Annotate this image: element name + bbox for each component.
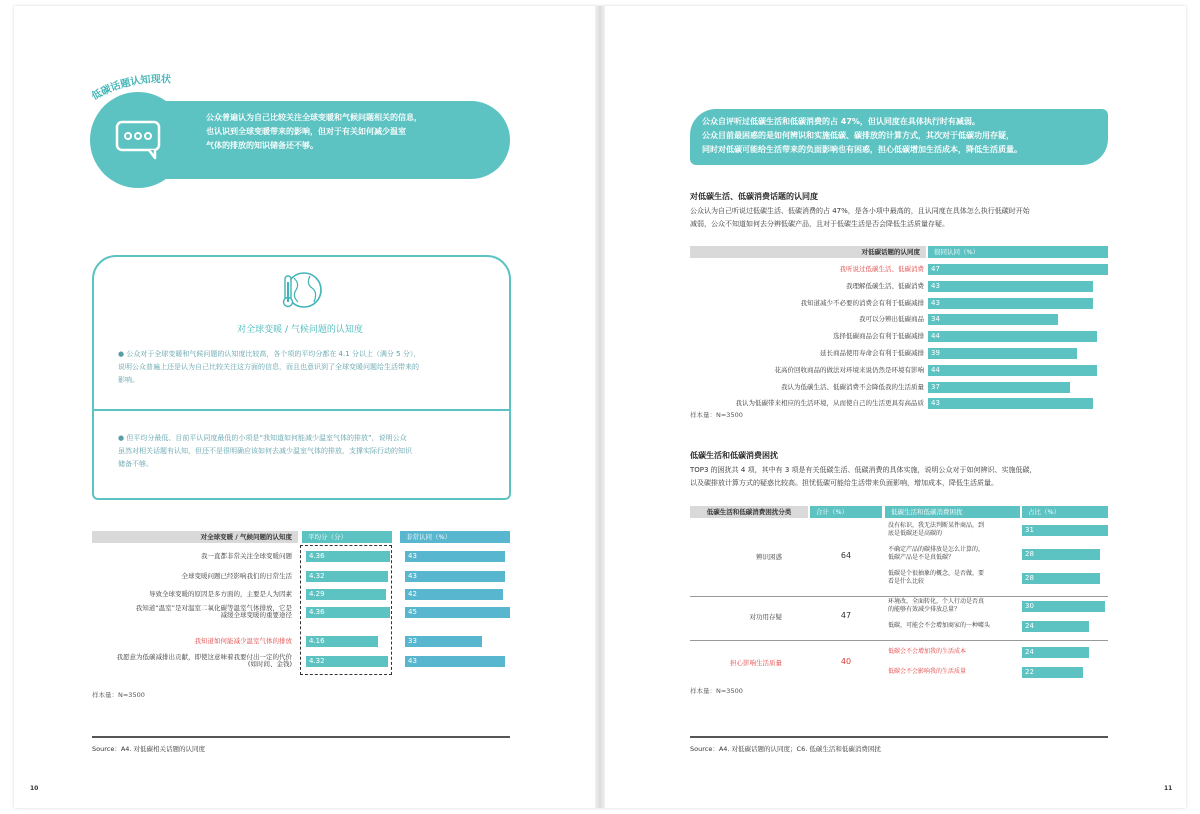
- left-row-pct-bar: 45: [405, 607, 510, 618]
- left-table-header-label: 对全球变暖 / 气候问题的认知度: [92, 531, 298, 543]
- left-callout-line: 也认识到全球变暖带来的影响，但对于有关如何减少温室: [206, 127, 406, 136]
- left-row-label-line: 我愿意为低碳减排出贡献，即使这意味着我要付出一定的代价: [116, 653, 292, 661]
- right-table1-row-label: 我理解低碳生活、低碳消费: [846, 281, 924, 290]
- left-table-header-avg: 平均分（分）: [302, 531, 392, 543]
- right-table1-bar: 43: [928, 398, 1093, 409]
- bullet-line: ● 公众对于全球变暖和气候问题的认知度比较高，各个项的平均分都在 4.1 分以上（满分 5 分），: [118, 350, 421, 358]
- bullet-line: 储备不够。: [118, 460, 153, 468]
- left-callout: [160, 101, 510, 179]
- right-section1-title: 对低碳生活、低碳消费话题的认同度: [690, 192, 818, 201]
- right-table2-item-line: 不确定产品的碳排放是怎么计算的，: [888, 546, 985, 553]
- right-table2-item-line: 没有标识，我无法判断某件商品，到: [888, 522, 985, 529]
- left-callout-line: 公众普遍认为自己比较关注全球变暖和气候问题相关的信息，: [206, 113, 422, 122]
- right-table2-item-text: [888, 522, 1020, 538]
- body-line: TOP3 的困扰共 4 项，其中有 3 项是有关低碳生活、低碳消费的具体实施，说明公众对于如何辨识、实施低碳，: [690, 466, 1037, 474]
- right-table1-bar: 47: [928, 264, 1108, 275]
- right-table2-header-share: 占比（%）: [1022, 506, 1108, 518]
- right-table2-total: 40: [840, 657, 852, 666]
- left-row-label-line: 我一直都非常关注全球变暖问题: [201, 552, 292, 560]
- left-row-pct-bar: 42: [405, 589, 503, 600]
- right-table2-category: 辨识困惑: [756, 553, 782, 561]
- right-table2-bar: 24: [1022, 647, 1089, 658]
- body-line: 以及碳排放计算方式的疑惑比较高。担忧低碳可能给生活带来负面影响，增加成本，降低生活质量。: [690, 479, 998, 487]
- awareness-box-title: 对全球变暖 / 气候问题的认知度: [237, 325, 363, 335]
- left-table-header-pct: 非常认同（%）: [400, 531, 510, 543]
- right-table2-header-detail: 低碳生活和低碳消费困扰: [885, 506, 1020, 518]
- right-table2-item-text: [888, 546, 1020, 562]
- right-callout: [690, 109, 1108, 165]
- right-callout-line: 公众自评听过低碳生活和低碳消费的占 47%，但认同度在具体执行时有减弱。: [702, 117, 980, 126]
- right-table2-item-line: 低碳，可能会不会增加商家的一种噱头: [888, 622, 991, 629]
- right-table1-bar: 43: [928, 281, 1093, 292]
- right-table2-item-text: [888, 622, 1020, 630]
- right-table2-bar: 22: [1022, 667, 1083, 678]
- right-table2-item-line: 低碳是个很抽象的概念，是否做，要: [888, 570, 985, 577]
- right-table2-item-line: 低碳会不会影响我的生活质量: [888, 668, 967, 675]
- left-row-avg-bar: 4.32: [306, 656, 388, 667]
- right-table2-category: 对功用存疑: [749, 613, 782, 621]
- right-table2-item-line: 的能够有效减少排放总量？: [888, 606, 961, 613]
- left-row-label: [92, 654, 292, 668]
- right-section2-title: 低碳生活和低碳消费困扰: [690, 451, 778, 460]
- right-table1-row-label: 我认为低碳带来相应的生活环境，从而使自己的生活更具有高品质: [735, 399, 924, 408]
- page-number-left: 10: [30, 785, 39, 792]
- left-row-label: [92, 573, 292, 580]
- left-row-avg-bar: 4.32: [306, 571, 388, 582]
- right-table2-item-text: [888, 598, 1020, 614]
- left-row-avg-bar: 4.16: [306, 636, 378, 647]
- left-row-label: [92, 638, 292, 645]
- right-table2-bar: 28: [1022, 549, 1100, 560]
- left-row-label-line: 全球变暖问题已经影响我们的日常生活: [181, 572, 292, 580]
- right-table1-header-pct: 很同认同（%）: [928, 246, 1108, 258]
- right-callout-line: 公众目前最困惑的是如何辨识和实施低碳、碳排放的计算方式，其次对于低碳功用存疑，: [702, 131, 1014, 140]
- body-line: 公众认为自己听说过低碳生活、低碳消费的占 47%，是各小项中最高的，且认同度在具体怎么执行低碳时开始: [690, 207, 1030, 215]
- left-row-label-line: 导致全球变暖的原因是多方面的，主要是人为因素: [149, 590, 292, 598]
- right-table2-item-line: 低碳会不会增加我的生活成本: [888, 648, 967, 655]
- left-row-avg-bar: 4.36: [306, 607, 390, 618]
- right-table1-bar: 39: [928, 348, 1077, 359]
- left-row-label: [92, 553, 292, 560]
- awareness-bullet-1: [118, 348, 498, 387]
- page-number-right: 11: [1164, 785, 1173, 792]
- left-row-label-line: (如时间、金钱): [247, 660, 292, 668]
- right-table2-bar: 24: [1022, 621, 1089, 632]
- body-line: 减弱，公众不知道如何去分辨低碳产品，且对于低碳生活是否会降低生活质量存疑。: [690, 220, 949, 228]
- left-row-pct-bar: 43: [405, 656, 505, 667]
- right-table2-bar: 30: [1022, 601, 1105, 612]
- bullet-line: 虽然对相关话题有认知，但还不是很明确应该如何去减少温室气体的排放，支撑实际行动的知识: [118, 447, 412, 455]
- right-table2-item-line: 环境改，全面转化，个人行动是否真: [888, 598, 985, 605]
- left-row-avg-bar: 4.29: [306, 589, 386, 600]
- left-source: Source：A4. 对低碳相关话题的认同度: [92, 745, 206, 753]
- section-heading: 低碳话题认知现状: [90, 74, 172, 102]
- right-table1-row-label: 延长商品使用寿命会有利于低碳减排: [820, 349, 924, 357]
- right-table1-bar: 43: [928, 298, 1093, 309]
- left-row-label-line: 我知道“温室”是对温室二氧化碳等温室气体排放，它是: [135, 604, 292, 612]
- right-table2-item-line: 底是低碳还是高碳的: [888, 530, 943, 537]
- right-table1-row-label: 我听说过低碳生活、低碳消费: [839, 265, 924, 273]
- right-callout-line: 同时对低碳可能给生活带来的负面影响也有困惑，担心低碳增加生活成本，降低生活质量。: [702, 145, 1022, 154]
- right-table2-bar: 28: [1022, 573, 1100, 584]
- left-footer-rule: [92, 736, 510, 738]
- bullet-line: 影响。: [118, 376, 139, 384]
- left-row-pct-bar: 43: [405, 571, 505, 582]
- right-table2-separator: [690, 596, 1108, 597]
- right-table1-row-label: 我认为低碳生活、低碳消费不会降低我的生活质量: [781, 382, 924, 391]
- right-sample2-note: 样本量：N=3500: [690, 687, 743, 695]
- right-table2-total: 47: [840, 611, 852, 620]
- right-section2-body: [690, 464, 1115, 490]
- globe-thermometer-icon: [280, 268, 324, 312]
- right-table2-item-text: [888, 648, 1020, 656]
- left-row-pct-bar: 33: [405, 636, 482, 647]
- right-table1-bar: 44: [928, 331, 1097, 342]
- right-table2-header-cat: 低碳生活和低碳消费困扰分类: [690, 506, 808, 518]
- right-sample1-note: 样本量：N=3500: [690, 411, 743, 419]
- right-table1-row-label: 选择低碳商品会有利于低碳减排: [833, 332, 924, 341]
- right-table2-separator: [690, 640, 1108, 641]
- right-table2-item-text: [888, 570, 1020, 586]
- left-row-label-line: 减缓全球变暖的重要途径: [220, 611, 292, 619]
- bullet-line: 说明公众普遍上还是认为自己比较关注这方面的信息，而且也意识到了全球变暖问题给生活带来的: [118, 363, 419, 371]
- bullet-line: ● 但平均分最低、目前平认同度最低的小项是“我知道如何能减少温室气体的排放”，说明公众: [118, 434, 407, 442]
- right-table1-row-label: 我知道减少不必要的消费会有利于低碳减排: [800, 298, 924, 307]
- awareness-bullet-2: [118, 432, 498, 471]
- right-table1-bar: 37: [928, 382, 1070, 393]
- right-table2-item-line: 低碳产品是不是真低碳？: [888, 554, 955, 561]
- right-table1-bar: 34: [928, 314, 1058, 325]
- left-row-label: [92, 605, 292, 619]
- right-table2-header-total: 合计（%）: [810, 506, 882, 518]
- right-table2-item-line: 看是什么比较: [888, 578, 925, 585]
- right-table1-row-label: 我可以分辨出低碳商品: [859, 315, 924, 324]
- left-row-pct-bar: 43: [405, 551, 505, 562]
- right-table1-header-label: 对低碳话题的认同度: [690, 246, 926, 258]
- left-row-label-line: 我知道如何能减少温室气体的排放: [194, 637, 292, 645]
- right-footer-rule: [690, 736, 1108, 738]
- right-section1-body: [690, 205, 1110, 231]
- right-table2-item-text: [888, 668, 1020, 676]
- right-table1-bar: 44: [928, 365, 1097, 376]
- right-table2-bar: 31: [1022, 525, 1108, 536]
- chat-bubble-icon: [115, 120, 163, 160]
- left-sample-note: 样本量：N=3500: [92, 691, 145, 699]
- awareness-box-divider: [94, 409, 509, 411]
- right-table2-total: 64: [840, 551, 852, 560]
- right-table2-category: 担心影响生活质量: [730, 659, 782, 667]
- left-callout-line: 气体的排放的知识储备还不够。: [206, 141, 318, 150]
- left-row-label: [92, 591, 292, 598]
- right-source: Source：A4. 对低碳话题的认同度；C6. 低碳生活和低碳消费困扰: [690, 745, 881, 753]
- right-table1-row-label: 花高价回收商品的做法对环境来说仍然是环境有影响: [774, 365, 924, 374]
- left-row-avg-bar: 4.36: [306, 551, 390, 562]
- page-gutter: [595, 6, 605, 808]
